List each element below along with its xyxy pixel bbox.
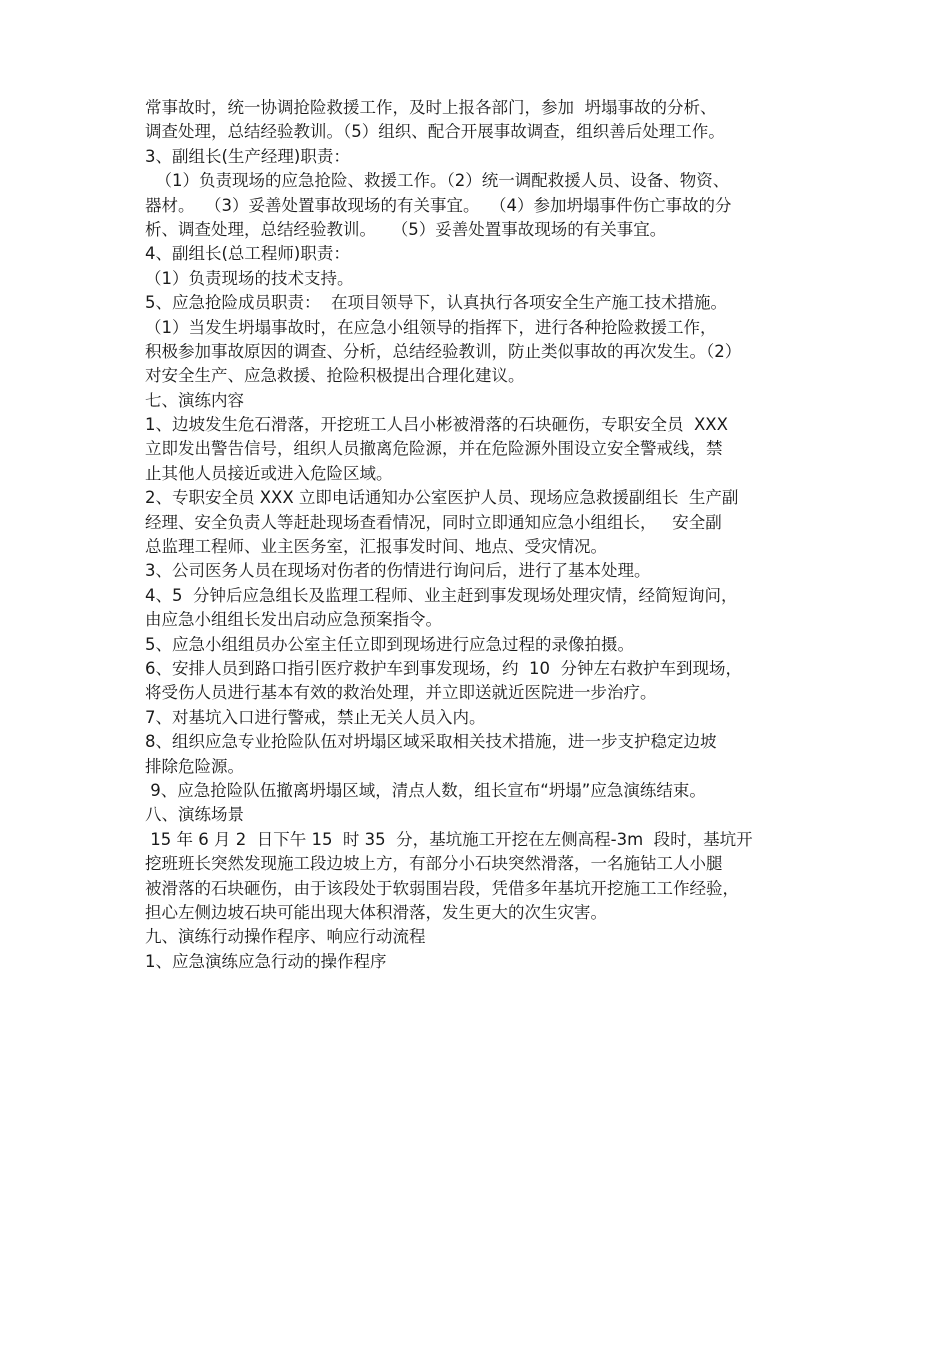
text-line: 对安全生产、应急救援、抢险积极提出合理化建议。 [145, 366, 525, 386]
text-line: 由应急小组组长发出启动应急预案指令。 [145, 610, 442, 630]
text-line: （1）负责现场的应急抢险、救援工作。（2）统一调配救援人员、设备、物资、 [145, 171, 730, 191]
text-line: 1、应急演练应急行动的操作程序 [145, 951, 387, 971]
text-line: 析、调查处理，总结经验教训。 （5）妥善处置事故现场的有关事宜。 [145, 219, 667, 239]
text-line: （1）当发生坍塌事故时，在应急小组领导的指挥下，进行各种抢险救援工作， [145, 317, 717, 337]
text-line: 被滑落的石块砸伤，由于该段处于软弱围岩段，凭借多年基坑开挖施工工作经验， [145, 878, 739, 898]
text-line: 将受伤人员进行基本有效的救治处理，并立即送就近医院进一步治疗。 [145, 683, 657, 703]
text-line: 1、边坡发生危石滑落，开挖班工人吕小彬被滑落的石块砸伤，专职安全员 XXX [145, 415, 728, 435]
text-line: 7、对基坑入口进行警戒，禁止无关人员入内。 [145, 707, 486, 727]
text-line: 2、专职安全员 XXX 立即电话通知办公室医护人员、现场应急救援副组长 生产副 [145, 488, 739, 508]
text-line: 挖班班长突然发现施工段边坡上方，有部分小石块突然滑落，一名施钻工人小腿 [145, 854, 723, 874]
text-line: 积极参加事故原因的调查、分析，总结经验教训，防止类似事故的再次发生。（2） [145, 341, 742, 361]
text-line: 3、公司医务人员在现场对伤者的伤情进行询问后，进行了基本处理。 [145, 561, 651, 581]
text-line: 八、演练场景 [145, 805, 244, 825]
text-line: 6、安排人员到路口指引医疗救护车到事发现场，约 10 分钟左右救护车到现场， [145, 658, 742, 678]
text-line: 经理、安全负责人等赶赴现场查看情况，同时立即通知应急小组组长， 安全副 [145, 512, 722, 532]
text-line: 排除危险源。 [145, 756, 244, 776]
text-line: 担心左侧边坡石块可能出现大体积滑落，发生更大的次生灾害。 [145, 902, 607, 922]
text-line: 5、应急抢险成员职责： 在项目领导下，认真执行各项安全生产施工技术措施。 [145, 293, 727, 313]
document-body [145, 96, 815, 974]
text-line: 器材。 （3）妥善处置事故现场的有关事宜。 （4）参加坍塌事件伤亡事故的分 [145, 195, 732, 215]
text-line: 止其他人员接近或进入危险区域。 [145, 463, 393, 483]
text-line: 七、演练内容 [145, 390, 244, 410]
text-line: 4、副组长(总工程师)职责： [145, 244, 350, 264]
text-line: 3、副组长(生产经理)职责： [145, 146, 350, 166]
text-line: 4、5 分钟后应急组长及监理工程师、业主赶到事发现场处理灾情，经简短询问， [145, 585, 738, 605]
text-line: 九、演练行动操作程序、响应行动流程 [145, 927, 426, 947]
text-line: （1）负责现场的技术支持。 [145, 268, 354, 288]
text-line: 8、组织应急专业抢险队伍对坍塌区域采取相关技术措施，进一步支护稳定边坡 [145, 732, 717, 752]
text-line: 常事故时，统一协调抢险救援工作，及时上报各部门，参加 坍塌事故的分析、 [145, 98, 717, 117]
text-line: 5、应急小组组员办公室主任立即到现场进行应急过程的录像拍摄。 [145, 634, 634, 654]
text-line: 调查处理，总结经验教训。（5）组织、配合开展事故调查，组织善后处理工作。 [145, 122, 725, 142]
text-line: 立即发出警告信号，组织人员撤离危险源，并在危险源外围设立安全警戒线，禁 [145, 439, 723, 459]
text-line: 9、应急抢险队伍撤离坍塌区域，清点人数，组长宣布“坍塌”应急演练结束。 [145, 780, 706, 800]
text-line: 总监理工程师、业主医务室，汇报事发时间、地点、受灾情况。 [145, 537, 607, 557]
text-line: 15 年 6 月 2 日下午 15 时 35 分，基坑施工开挖在左侧高程-3m 段时，基坑开 [145, 829, 753, 849]
